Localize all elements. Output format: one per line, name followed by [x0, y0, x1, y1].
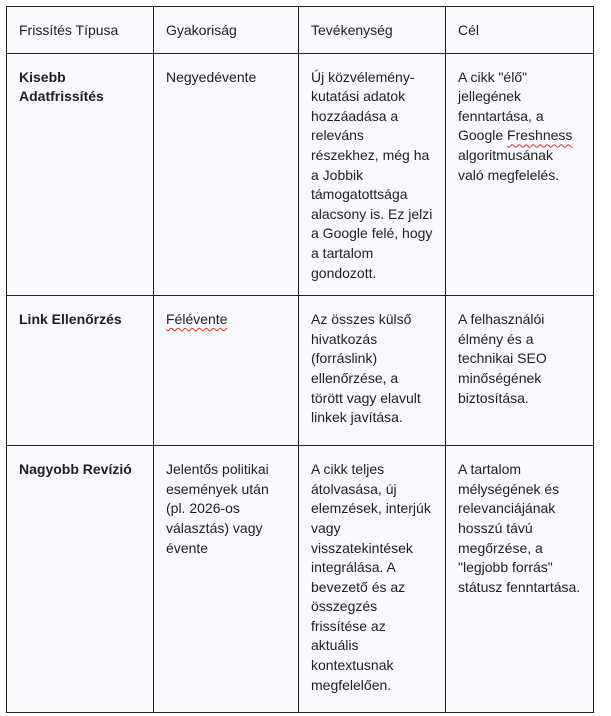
table-header-row — [7, 7, 594, 54]
type-cell: Kisebb Adatfrissítés — [7, 53, 154, 296]
frequency-cell: Negyedévente — [154, 53, 299, 296]
goal-text: A cikk "élő" jellegének fenntartása, a Google — [458, 68, 544, 144]
misspelled-word[interactable]: Félévente — [166, 311, 228, 328]
header-cell: Frissítés Típusa — [7, 7, 154, 54]
goal-cell — [446, 53, 594, 296]
header-cell: Cél — [446, 7, 594, 54]
header-cell: Gyakoriság — [154, 7, 299, 54]
type-cell: Nagyobb Revízió — [7, 446, 154, 713]
type-cell: Link Ellenőrzés — [7, 296, 154, 446]
frequency-cell — [154, 296, 299, 446]
frequency-cell: Jelentős politikai események után (pl. 2026-os választás) vagy évente — [154, 446, 299, 713]
table-row — [7, 296, 594, 446]
activity-cell: Új közvélemény-kutatási adatok hozzáadása a releváns részekhez, még ha a Jobbik támogatottsága alacsony is. Ez jelzi a Google felé, hogy a tartalom gondozott. — [299, 53, 446, 296]
header-cell: Tevékenység — [299, 7, 446, 54]
table-row — [7, 446, 594, 713]
table-row — [7, 53, 594, 296]
activity-cell: A cikk teljes átolvasása, új elemzések, interjúk vagy visszatekintések integrálása. A bevezető és az összegzés frissítése az aktuális kontextusnak megfelelően. — [299, 446, 446, 713]
goal-cell: A felhasználói élmény és a technikai SEO minőségének biztosítása. — [446, 296, 594, 446]
update-schedule-table — [6, 6, 594, 713]
misspelled-word[interactable]: Freshness — [507, 127, 573, 144]
activity-cell: Az összes külső hivatkozás (forráslink) ellenőrzése, a törött vagy elavult linkek javítása. — [299, 296, 446, 446]
goal-cell: A tartalom mélységének és relevanciájának hosszú távú megőrzése, a "legjobb forrás" státusz fenntartása. — [446, 446, 594, 713]
goal-text: algoritmusának való megfelelés. — [458, 146, 560, 183]
